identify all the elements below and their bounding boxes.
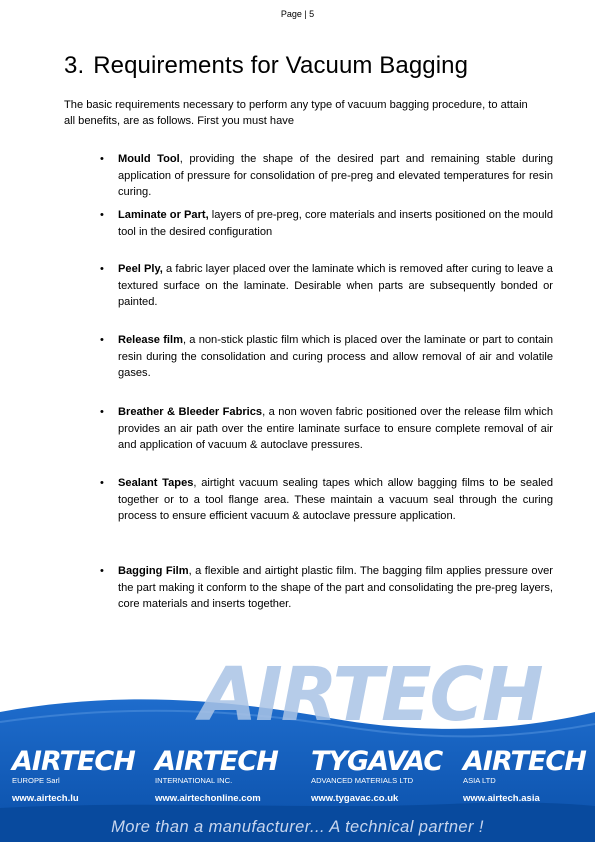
item-term: Laminate or Part,	[118, 209, 209, 221]
brand-url-link[interactable]: www.airtech.asia	[463, 793, 540, 804]
list-item-peel-ply	[100, 261, 553, 332]
item-term: Mould Tool	[118, 153, 180, 165]
item-term: Bagging Film	[118, 565, 189, 577]
list-item-sealant-tapes	[100, 475, 553, 563]
brand-url-link[interactable]: www.airtechonline.com	[155, 793, 261, 804]
item-text: layers of pre-preg, core materials and inserts positioned on the mould tool in the desired configuration	[118, 209, 553, 238]
item-term: Peel Ply,	[118, 263, 163, 275]
list-item-breather	[100, 404, 553, 475]
intro-paragraph: The basic requirements necessary to perform any type of vacuum bagging procedure, to attain all benefits, are as follows. First you must have	[64, 99, 528, 127]
item-term: Release film	[118, 334, 183, 346]
section-heading	[64, 52, 468, 80]
list-item-laminate	[100, 207, 553, 261]
brand-logo: TYGAVAC	[311, 746, 443, 777]
bullet-icon: •	[100, 209, 104, 221]
brand-airtech-international	[155, 746, 278, 804]
item-term: Breather & Bleeder Fabrics	[118, 406, 263, 418]
item-text: , a flexible and airtight plastic film. The bagging film applies pressure over the part making it conform to the shape of the part and consolidating the pre-preg layers, core materials and inserts together.	[118, 565, 553, 610]
brand-subtitle: EUROPE Sarl	[12, 776, 60, 785]
item-text: , airtight vacuum sealing tapes which allow bagging films to be sealed together or to a tool flange area. These maintain a vacuum seal through the curing process to ensure efficient vacuum & autoclave pressure application.	[118, 477, 553, 522]
bullet-icon: •	[100, 406, 104, 418]
item-text: , a non woven fabric positioned over the release film which provides an air path over the entire laminate surface to ensure complete removal of air and application of vacuum & autoclave pressures.	[118, 406, 553, 451]
item-text: , providing the shape of the desired part and remaining stable during application of pressure for consolidation of pre-preg and elevated temperatures for resin curing.	[118, 153, 554, 198]
list-item-release-film	[100, 332, 553, 404]
airtech-watermark-logo: AIRTECH	[200, 652, 542, 738]
brand-airtech-asia	[463, 746, 586, 804]
bullet-icon: •	[100, 334, 104, 346]
bullet-icon: •	[100, 153, 104, 165]
brand-tygavac	[311, 746, 443, 804]
item-text: a fabric layer placed over the laminate which is removed after curing to leave a textured surface on the laminate. Desirable when parts are subsequently bonded or painted.	[118, 263, 553, 308]
section-number: 3.	[64, 52, 85, 79]
item-text: , a non-stick plastic film which is placed over the laminate or part to contain resin during the consolidation and curing process and allow removal of air and volatile gases.	[118, 334, 554, 379]
bullet-icon: •	[100, 477, 104, 489]
section-title: Requirements for Vacuum Bagging	[93, 52, 469, 79]
brand-logo: AIRTECH	[463, 746, 586, 777]
item-term: Sealant Tapes	[118, 477, 194, 489]
brand-logo: AIRTECH	[155, 746, 278, 777]
brand-url-link[interactable]: www.airtech.lu	[12, 793, 79, 804]
footer-tagline: More than a manufacturer... A technical partner !	[111, 818, 484, 836]
brand-logo: AIRTECH	[12, 746, 135, 777]
brand-subtitle: INTERNATIONAL INC.	[155, 776, 233, 785]
brand-airtech-europe	[12, 746, 135, 804]
brand-subtitle: ADVANCED MATERIALS LTD	[311, 776, 414, 785]
brand-url-link[interactable]: www.tygavac.co.uk	[311, 793, 399, 804]
page-number: Page | 5	[280, 9, 315, 19]
list-item-mould-tool	[100, 151, 553, 207]
bullet-icon: •	[100, 565, 104, 577]
requirements-list	[100, 151, 553, 613]
brand-subtitle: ASIA LTD	[463, 776, 496, 785]
bullet-icon: •	[100, 263, 104, 275]
list-item-bagging-film	[100, 563, 553, 613]
